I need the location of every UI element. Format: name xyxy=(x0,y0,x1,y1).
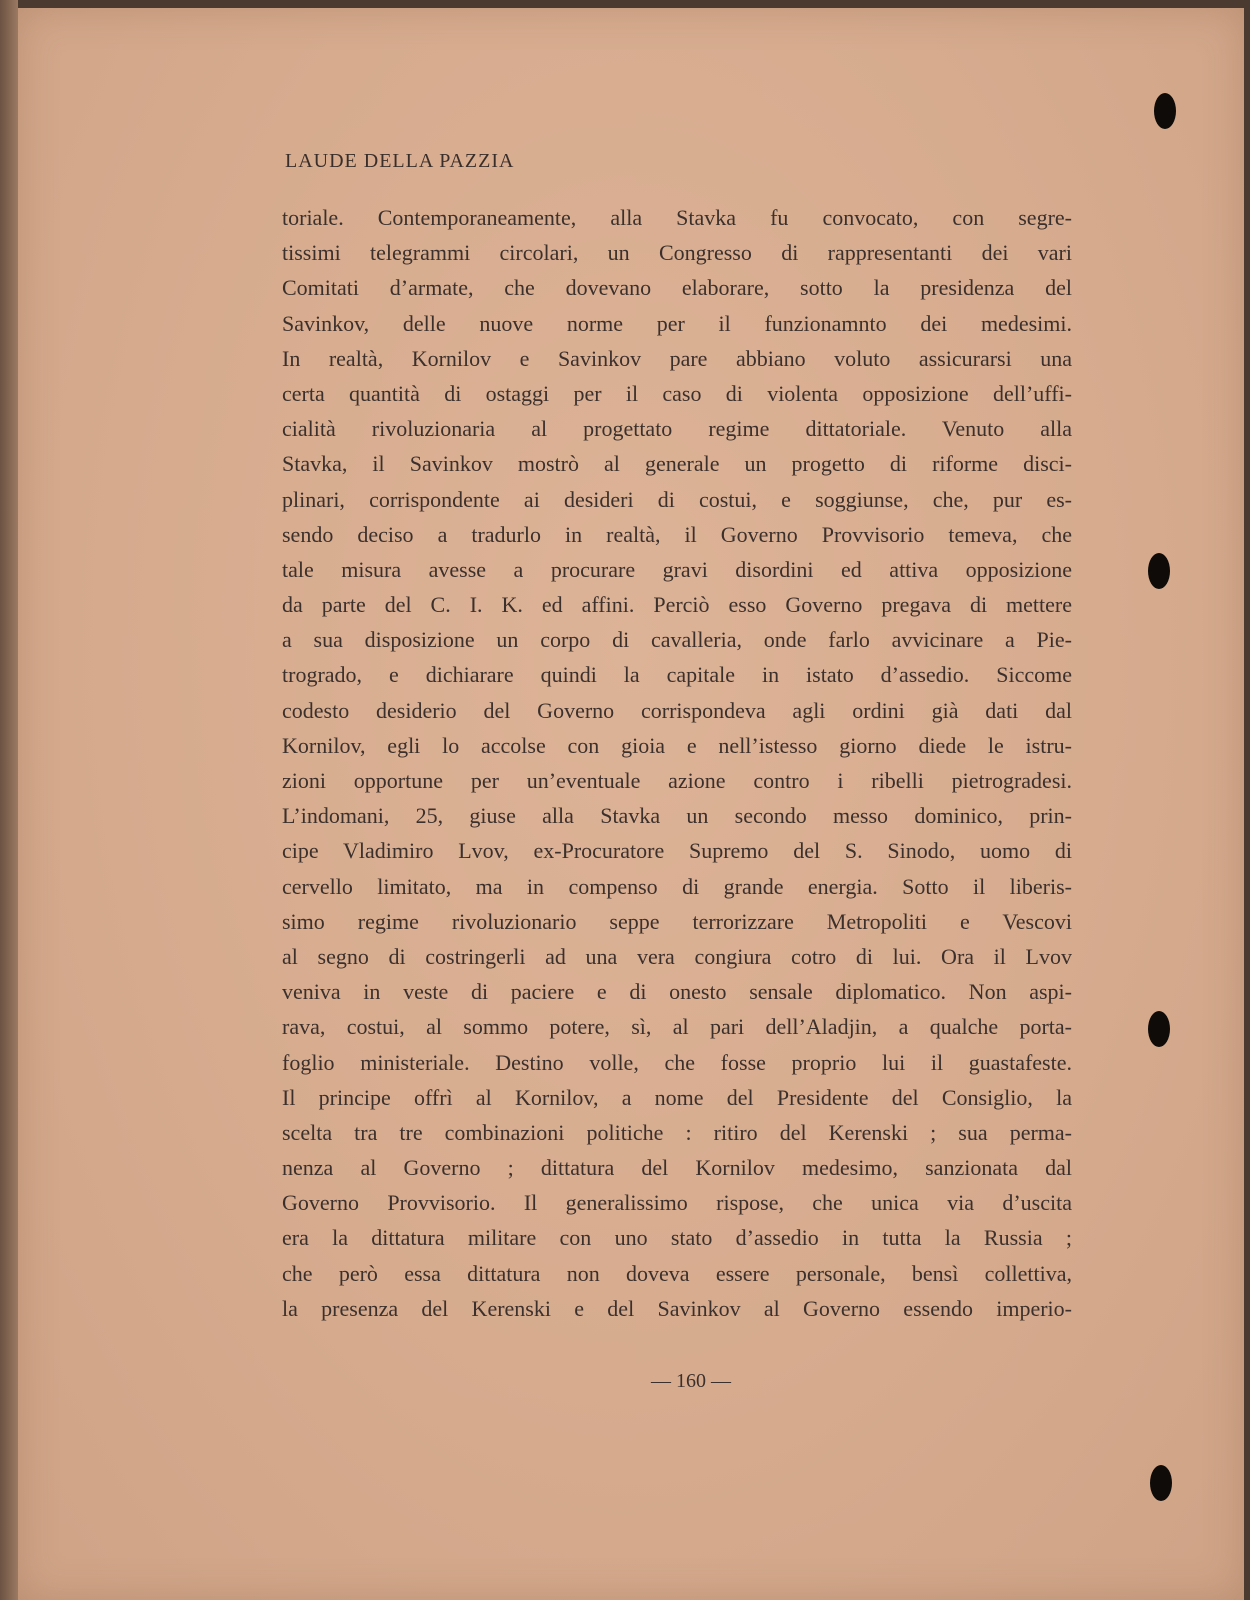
text-line: tale misura avesse a procurare gravi disordini ed attiva opposizione xyxy=(282,556,1072,582)
text-line: trogrado, e dichiarare quindi la capitale in istato d’assedio. Siccome xyxy=(282,662,1072,688)
text-line: rava, costui, al sommo potere, sì, al pari dell’Aladjin, a qualche porta- xyxy=(282,1014,1072,1040)
text-line: Governo Provvisorio. Il generalissimo rispose, che unica via d’uscita xyxy=(282,1190,1072,1216)
punch-hole-lower-middle xyxy=(1148,1011,1170,1047)
text-line: Il principe offrì al Kornilov, a nome del Presidente del Consiglio, la xyxy=(282,1084,1072,1110)
punch-hole-upper-middle xyxy=(1148,553,1170,589)
text-line: certa quantità di ostaggi per il caso di violenta opposizione dell’uffi- xyxy=(282,380,1072,406)
text-line: zioni opportune per un’eventuale azione contro i ribelli pietrogradesi. xyxy=(282,768,1072,793)
text-line: Stavka, il Savinkov mostrò al generale un progetto di riforme disci- xyxy=(282,451,1072,477)
text-line: era la dittatura militare con uno stato d’assedio in tutta la Russia ; xyxy=(282,1225,1072,1251)
page-number: — 160 — xyxy=(651,1370,731,1392)
text-line: In realtà, Kornilov e Savinkov pare abbiano voluto assicurarsi una xyxy=(282,345,1072,371)
text-line: Comitati d’armate, che dovevano elaborare, sotto la presidenza del xyxy=(282,275,1072,301)
text-line: toriale. Contemporaneamente, alla Stavka fu convocato, con segre- xyxy=(282,205,1072,230)
text-line: al segno di costringerli ad una vera congiura cotro di lui. Ora il Lvov xyxy=(282,943,1072,969)
text-line: plinari, corrispondente ai desideri di costui, e soggiunse, che, pur es- xyxy=(282,486,1072,512)
text-line: la presenza del Kerenski e del Savinkov al Governo essendo imperio- xyxy=(282,1295,1072,1321)
text-line: tissimi telegrammi circolari, un Congresso di rappresentanti dei vari xyxy=(282,240,1072,266)
text-line: a sua disposizione un corpo di cavalleria, onde farlo avvicinare a Pie- xyxy=(282,627,1072,653)
running-header: LAUDE DELLA PAZZIA xyxy=(285,150,515,172)
punch-hole-top xyxy=(1154,93,1176,129)
body-paragraph xyxy=(282,200,1072,1326)
text-line: cialità rivoluzionaria al progettato regime dittatoriale. Venuto alla xyxy=(282,416,1072,442)
text-line: che però essa dittatura non doveva essere personale, bensì collettiva, xyxy=(282,1260,1072,1286)
text-line: nenza al Governo ; dittatura del Kornilov medesimo, sanzionata dal xyxy=(282,1155,1072,1181)
text-line: Savinkov, delle nuove norme per il funzionamnto dei medesimi. xyxy=(282,310,1072,336)
text-line: sendo deciso a tradurlo in realtà, il Governo Provvisorio temeva, che xyxy=(282,521,1072,547)
text-line: L’indomani, 25, giuse alla Stavka un secondo messo dominico, prin- xyxy=(282,803,1072,829)
text-line: Kornilov, egli lo accolse con gioia e nell’istesso giorno diede le istru- xyxy=(282,732,1072,758)
text-line: scelta tra tre combinazioni politiche : ritiro del Kerenski ; sua perma- xyxy=(282,1119,1072,1145)
text-line: foglio ministeriale. Destino volle, che fosse proprio lui il guastafeste. xyxy=(282,1049,1072,1075)
punch-hole-bottom xyxy=(1150,1465,1172,1501)
text-line: da parte del C. I. K. ed affini. Perciò esso Governo pregava di mettere xyxy=(282,592,1072,618)
text-line: cervello limitato, ma in compenso di grande energia. Sotto il liberis- xyxy=(282,873,1072,899)
text-line: simo regime rivoluzionario seppe terrorizzare Metropoliti e Vescovi xyxy=(282,908,1072,934)
text-line: codesto desiderio del Governo corrispondeva agli ordini già dati dal xyxy=(282,697,1072,723)
page-binding-edge xyxy=(0,0,18,1600)
text-line: veniva in veste di paciere e di onesto sensale diplomatico. Non aspi- xyxy=(282,979,1072,1005)
text-line: cipe Vladimiro Lvov, ex-Procuratore Supremo del S. Sinodo, uomo di xyxy=(282,838,1072,864)
